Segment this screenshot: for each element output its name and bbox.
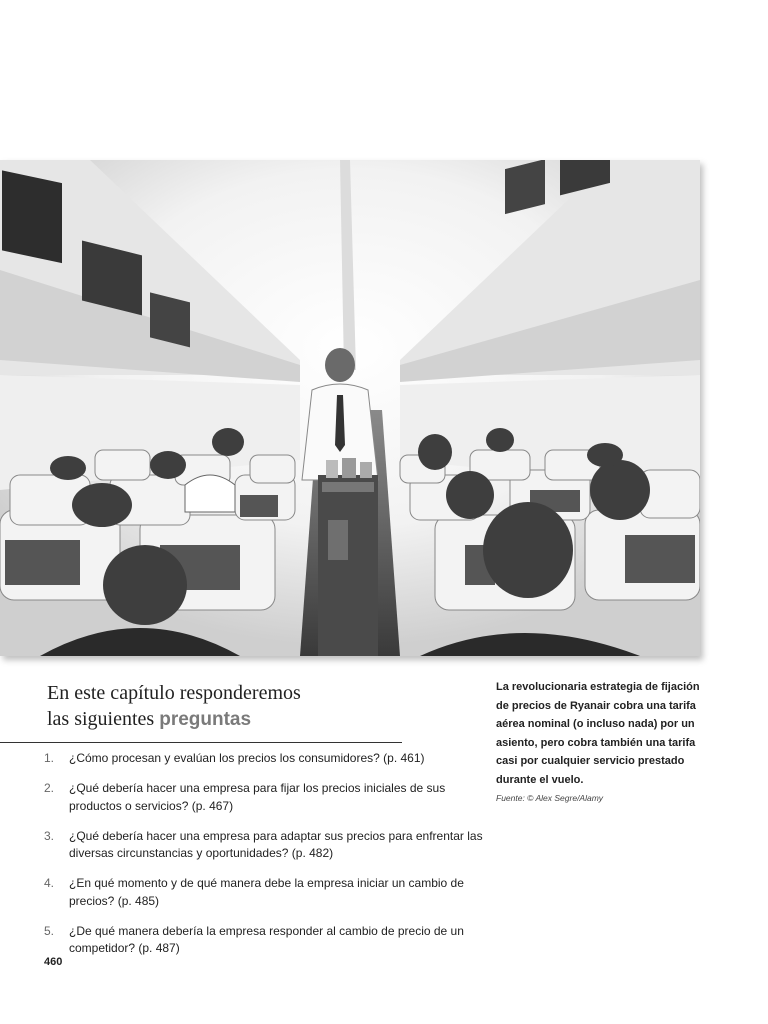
heading-divider (0, 742, 402, 743)
question-text: ¿En qué momento y de qué manera debe la empresa iniciar un cambio de precios? (p. 485) (69, 876, 464, 908)
question-text: ¿Qué debería hacer una empresa para adaptar sus precios para enfrentar las diversas circunstancias y oportunidades? (p. 482) (69, 828, 483, 860)
question-text: ¿Cómo procesan y evalúan los precios los consumidores? (p. 461) (69, 751, 425, 765)
question-number: 3. (44, 828, 55, 843)
photo-source-credit: Fuente: © Alex Segre/Alamy (496, 793, 604, 803)
question-number: 1. (44, 751, 55, 765)
photo-caption: La revolucionaria estrategia de fijación de precios de Ryanair cobra una tarifa aérea nominal (o incluso nada) por un asiento, pero cobra también una tarifa casi por cualquier servicio prestado durante el vuelo. (496, 681, 700, 786)
question-number: 2. (44, 781, 55, 795)
heading-emphasis: preguntas (159, 709, 252, 730)
question-number: 4. (44, 876, 55, 890)
question-text: ¿De qué manera debería la empresa responder al cambio de precio de un competidor? (p. 487) (69, 923, 464, 955)
question-number: 5. (44, 923, 55, 938)
question-item (44, 828, 484, 863)
questions-list (44, 750, 484, 970)
question-item (44, 780, 484, 815)
page-number: 460 (44, 956, 63, 968)
heading-line-1: En este capítulo responderemos (47, 682, 301, 704)
chapter-questions-heading (47, 680, 407, 733)
question-item (44, 875, 484, 910)
question-text: ¿Qué debería hacer una empresa para fijar los precios iniciales de sus productos o servicios? (p. 467) (69, 781, 446, 813)
heading-line-2 (47, 706, 407, 733)
question-item (44, 923, 484, 958)
question-item (44, 750, 484, 768)
airplane-cabin-photo (0, 160, 700, 656)
heading-line-2-prefix: las siguientes (47, 708, 160, 730)
